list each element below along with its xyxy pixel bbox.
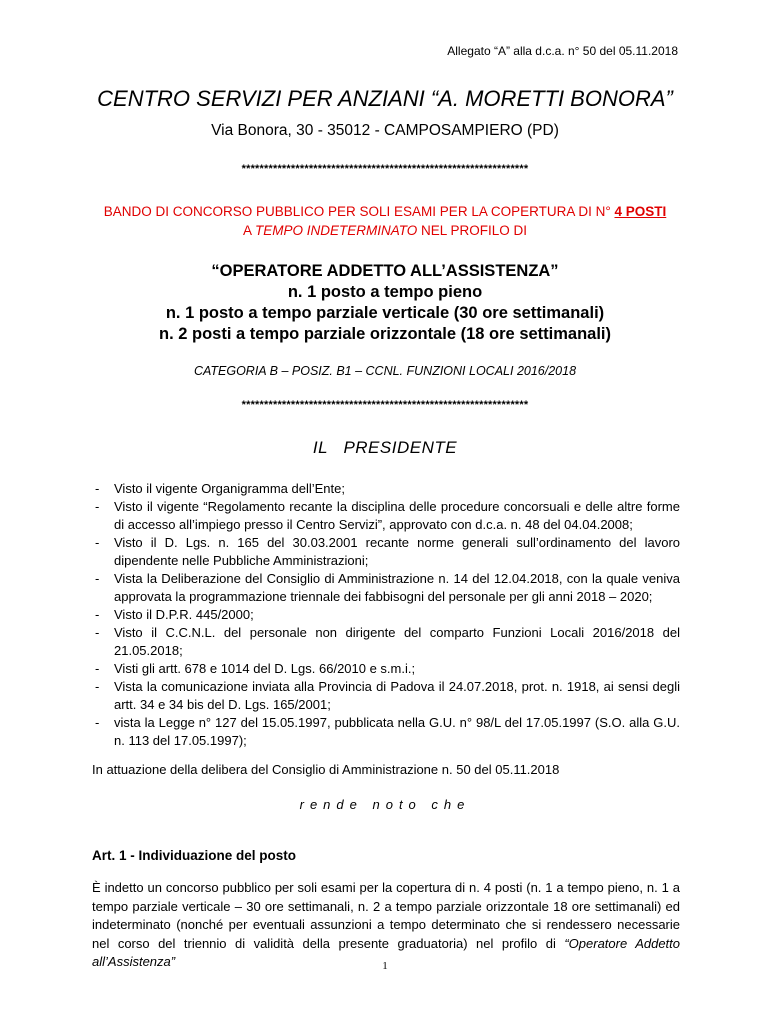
list-item: [92, 570, 680, 606]
list-item-text: Visti gli artt. 678 e 1014 del D. Lgs. 66/2010 e s.m.i.;: [114, 661, 416, 676]
profile-name: “OPERATORE ADDETTO ALL’ASSISTENZA”: [211, 262, 559, 280]
list-dash: -: [95, 661, 100, 676]
list-item-text: Vista la Deliberazione del Consiglio di Amministrazione n. 14 del 12.04.2018, con la quale veniva approvata la programmazione triennale dei fabbisogni del personale per gli anni 2018 – 2020;: [114, 571, 680, 604]
list-dash: -: [95, 499, 100, 514]
address: Via Bonora, 30 - 35012 - CAMPOSAMPIERO (PD): [211, 122, 559, 139]
visto-list: [92, 480, 680, 750]
president-heading-text: IL PRESIDENTE: [312, 438, 458, 457]
profile-line-vertical: n. 1 posto a tempo parziale verticale (30 ore settimanali): [165, 304, 605, 322]
bando-line-2: [90, 223, 680, 238]
list-dash: -: [95, 715, 100, 730]
president-heading: [0, 438, 770, 458]
separator-top: ****************************************************************: [241, 163, 529, 175]
list-item: [92, 660, 680, 678]
list-item: [92, 480, 680, 498]
list-dash: -: [95, 679, 100, 694]
list-item-text: Visto il D.P.R. 445/2000;: [114, 607, 254, 622]
list-item: [92, 534, 680, 570]
list-item: [92, 606, 680, 624]
list-item: [92, 714, 680, 750]
attachment-reference: Allegato “A” alla d.c.a. n° 50 del 05.11.2018: [447, 44, 678, 58]
list-item: [92, 624, 680, 660]
page-number: 1: [382, 960, 388, 972]
list-dash: -: [95, 481, 100, 496]
list-item-text: Vista la comunicazione inviata alla Provincia di Padova il 24.07.2018, prot. n. 1918, ai sensi degli artt. 34 e 34 bis del D. Lgs. 165/2001;: [114, 679, 680, 712]
separator-bottom: ****************************************************************: [241, 399, 529, 411]
list-item-text: Visto il vigente Organigramma dell’Ente;: [114, 481, 345, 496]
list-item-text: Visto il C.C.N.L. del personale non dirigente del comparto Funzioni Locali 2016/2018 del 21.05.2018;: [114, 625, 680, 658]
document-title: CENTRO SERVIZI PER ANZIANI “A. MORETTI BONORA”: [97, 86, 673, 111]
category-line: CATEGORIA B – POSIZ. B1 – CCNL. FUNZIONI LOCALI 2016/2018: [193, 364, 577, 378]
bando-line-2-italic: TEMPO INDETERMINATO: [254, 223, 418, 238]
article-1-title: Art. 1 - Individuazione del posto: [92, 848, 297, 863]
list-item-text: Visto il D. Lgs. n. 165 del 30.03.2001 recante norme generali sull’ordinamento del lavoro dipendente nelle Pubbliche Amministrazioni;: [114, 535, 680, 568]
bando-line-2-suffix: NEL PROFILO DI: [417, 223, 528, 238]
list-item-text: Visto il vigente “Regolamento recante la disciplina delle procedure concorsuali e delle altre forme di accesso all’impiego presso il Centro Servizi”, approvato con d.c.a. n. 48 del 04.04.2008;: [114, 499, 680, 532]
bando-line-1: [90, 204, 680, 219]
profile-line-full-time: n. 1 posto a tempo pieno: [287, 283, 483, 301]
list-item: [92, 498, 680, 534]
list-dash: -: [95, 625, 100, 640]
list-item: [92, 678, 680, 714]
list-dash: -: [95, 571, 100, 586]
bando-line-1-text: BANDO DI CONCORSO PUBBLICO PER SOLI ESAMI PER LA COPERTURA DI N°: [103, 204, 615, 219]
article-1-body-profile: “Operatore Addetto all’Assistenza”: [92, 935, 681, 969]
article-1-body: [92, 879, 680, 972]
bando-posts-count: 4 POSTI: [614, 204, 667, 219]
article-1-body-text: È indetto un concorso pubblico per soli esami per la copertura di n. 4 posti (n. 1 a tempo pieno, n. 1 a tempo parziale verticale – 30 ore settimanali, n. 2 a tempo parziale orizzontale 18 ore settimanali) ed indeterminato (nonché per eventuali assunzioni a tempo determinato che si rendessero necessarie nel corso del triennio di validità della presente graduatoria) nel profilo di: [92, 880, 680, 951]
profile-line-horizontal: n. 2 posti a tempo parziale orizzontale (18 ore settimanali): [158, 325, 612, 343]
list-item-text: vista la Legge n° 127 del 15.05.1997, pubblicata nella G.U. n° 98/L del 17.05.1997 (S.O. alla G.U. n. 113 del 17.05.1997);: [114, 715, 680, 748]
list-dash: -: [95, 607, 100, 622]
bando-line-2-prefix: A: [242, 223, 255, 238]
list-dash: -: [95, 535, 100, 550]
attuazione-line: In attuazione della delibera del Consiglio di Amministrazione n. 50 del 05.11.2018: [92, 762, 560, 777]
rende-noto-che: rende noto che: [299, 797, 471, 812]
